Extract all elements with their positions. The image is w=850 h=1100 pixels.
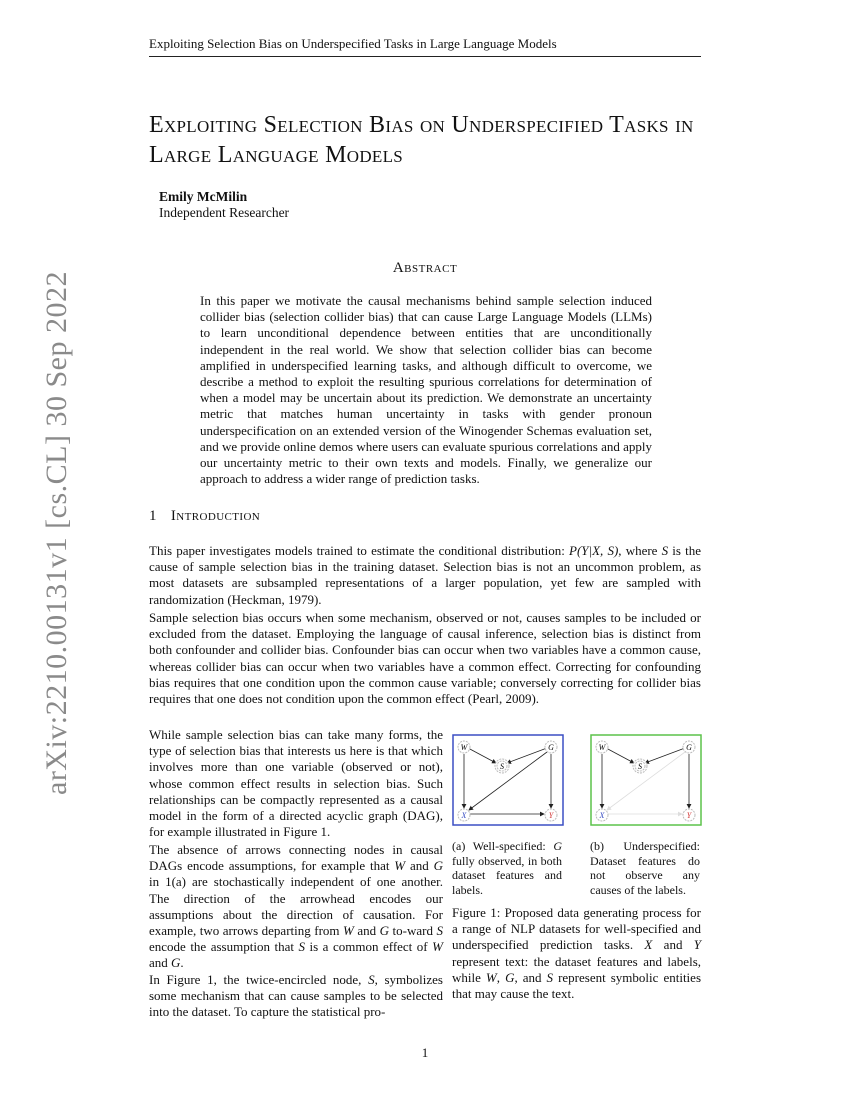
intro-paragraph-3: While sample selection bias can take many forms, the type of selection bias that interests us here is that which involves more than one variable (observed or not), whose common effect results in selection bias. Such relationships can be compactly represented as a causal model in the form of a directed acyclic graph (DAG), for example illustrated in Figure 1. [149,727,443,840]
intro-paragraph-5: In Figure 1, the twice-encircled node, S, symbolizes some mechanism that can cause samples to be selected into the dataset. To capture the statistical pro- [149,972,443,1020]
node-g-label: G [686,743,692,752]
node-s-label: S [638,762,642,771]
abstract-heading: Abstract [392,260,458,276]
figure-1-caption: Figure 1: Proposed data generating process for a range of NLP datasets for well-specified and underspecified prediction tasks. X and Y represent text: the dataset features and labels, while W, G, and S represent symbolic entities that may cause the text. [452,905,701,1002]
node-x-label: X [599,811,605,820]
figure-1a-svg [452,734,564,826]
edge-g-x [469,752,547,810]
figure-1a-subcaption: (a) Well-specified: G fully observed, in both dataset features and labels. [452,839,562,897]
intro-paragraph-2: Sample selection bias occurs when some mechanism, observed or not, causes samples to be included or excluded from the dataset. Employing the language of causal inference, selection bias is distinct from both confounder and collider bias. Confounder bias can occur when two variables have a common cause, whereas collider bias can occur when two variables have a common effect. Correcting for confounding bias requires that one condition upon the common cause variable; conversely correcting for collider bias requires that one does not condition upon the common effect (Pearl, 2009). [149,610,701,707]
running-head: Exploiting Selection Bias on Underspecified Tasks in Large Language Models [149,36,701,57]
section-title: Introduction [170,508,261,524]
abstract-text: In this paper we motivate the causal mechanisms behind sample selection induced collider bias (selection collider bias) that can cause Large Language Models (LLMs) to learn unconditional dependence between entities that are unconditionally independent in the real world. We show that selection collider bias can become amplified in underspecified learning tasks, and although difficult to overcome, we describe a method to exploit the resulting spurious correlations for determination of when a model may be uncertain about its prediction. We demonstrate an uncertainty metric that matches human uncertainty in tasks with gender pronoun underspecification on an extended version of the Winogender Schemas evaluation set, and we provide online demos where users can evaluate spurious correlations and apply our uncertainty metric to their own texts and models. Finally, we generalize our approach to address a wider range of prediction tasks. [200,293,652,487]
edge-w-s [468,748,496,763]
edge-g-s [507,748,547,763]
figure-1a-dag [452,734,564,826]
node-w-label: W [460,743,468,752]
node-y-label: Y [548,811,554,820]
author-affiliation: Independent Researcher [159,205,290,220]
edge-g-s [645,748,685,763]
figure-1b-dag [590,734,702,826]
node-y-label: Y [686,811,692,820]
intro-paragraph-1: This paper investigates models trained to estimate the conditional distribution: P(Y|X, S), where S is the cause of sample selection bias in the training dataset. Selection bias is not an uncommon problem, as most datasets are subsampled representations of a larger population, yet few are sampled with randomization (Heckman, 1979). [149,543,702,607]
node-w-label: W [598,743,606,752]
node-s-label: S [500,762,504,771]
figure-1b-subcaption: (b) Underspecified: Dataset features do not observe any causes of the labels. [590,839,700,897]
section-heading [149,508,260,525]
paper-title: Exploiting Selection Bias on Underspecified Tasks in Large Language Models [149,112,694,168]
node-x-label: X [461,811,467,820]
page-number: 1 [421,1045,429,1060]
section-number: 1 [149,508,157,524]
node-g-label: G [548,743,554,752]
figure-1b-svg [590,734,702,826]
arxiv-stamp: arXiv:2210.00131v1 [cs.CL] 30 Sep 2022 [40,271,73,795]
author-name: Emily McMilin [159,189,248,204]
intro-paragraph-4: The absence of arrows connecting nodes in causal DAGs encode assumptions, for example that W and G in 1(a) are stochastically independent of one another. The direction of the arrowhead encodes our assumptions about the direction of causation. For example, two arrows departing from W and G to-ward S encode the assumption that S is a common effect of W and G. [149,842,443,971]
edge-g-x-faint [607,752,685,810]
edge-w-s [606,748,634,763]
